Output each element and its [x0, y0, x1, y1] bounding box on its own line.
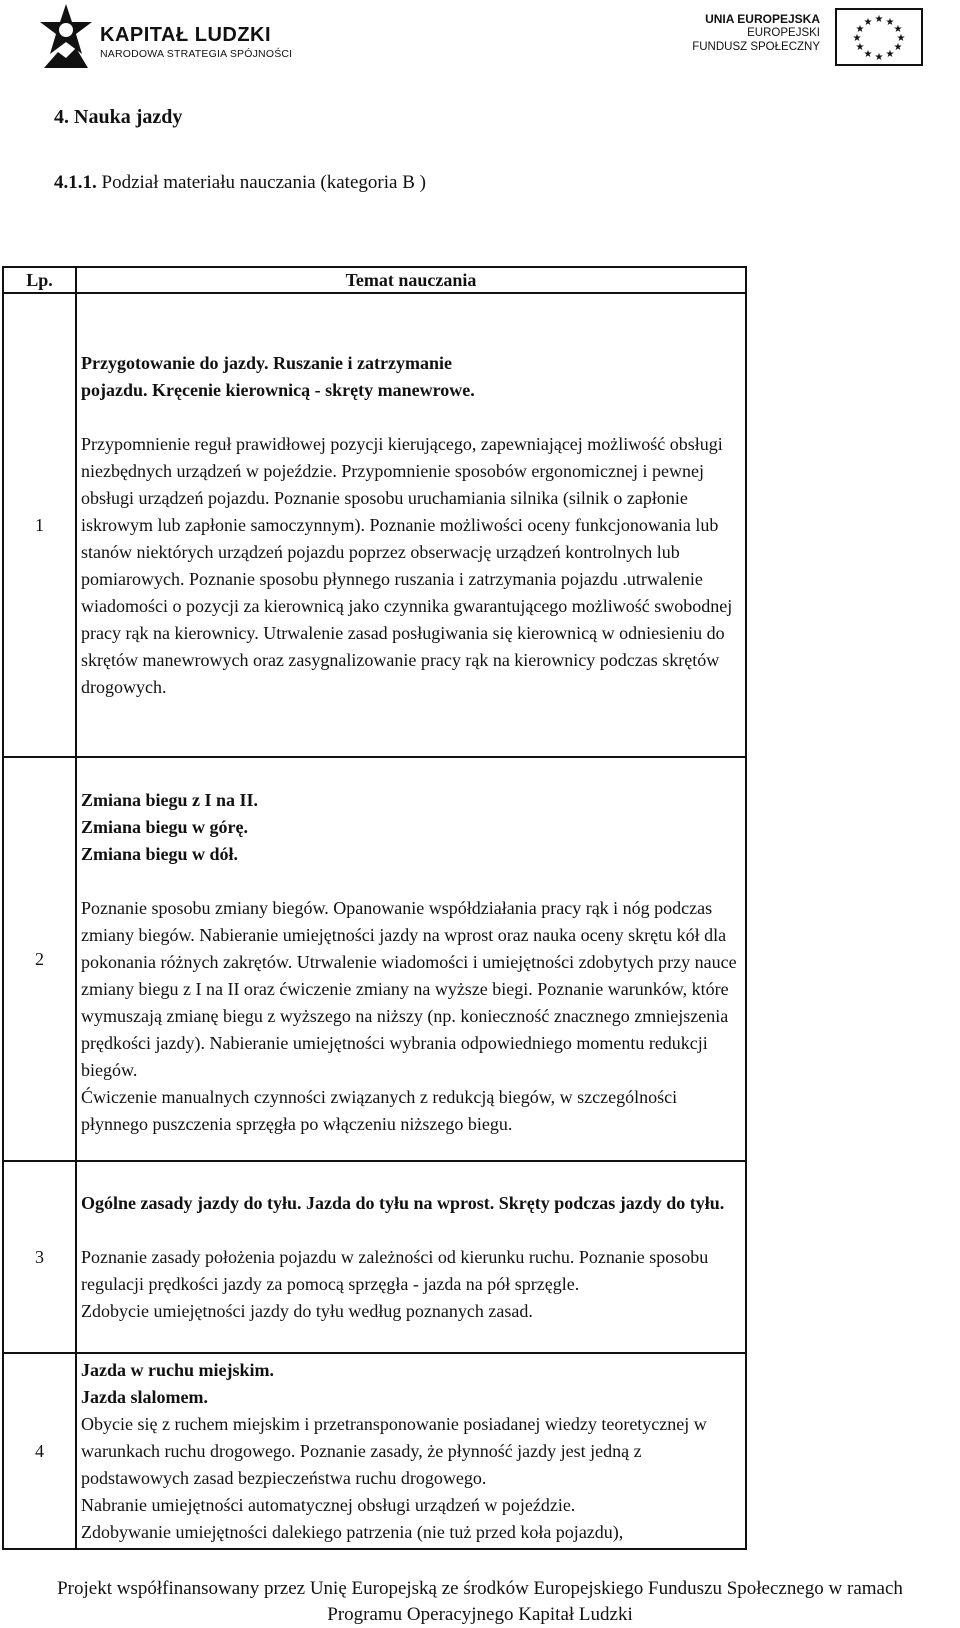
row-topic-line: Zmiana biegu w górę. [81, 816, 249, 837]
row-topic-line: Zmiana biegu w dół. [81, 843, 239, 864]
row-content [76, 1161, 746, 1353]
table-row [3, 293, 746, 757]
svg-text:★: ★ [855, 24, 865, 35]
subsection-text: Podział materiału nauczania (kategoria B ) [101, 172, 426, 193]
row-number: 4 [3, 1353, 76, 1549]
kapital-ludzki-title: KAPITAŁ LUDZKI [100, 24, 272, 46]
row-content [76, 293, 746, 757]
footer-line1: Projekt współfinansowany przez Unię Europejską ze środków Europejskiego Funduszu Społecznego w ramach [57, 1578, 903, 1599]
table-row [3, 1353, 746, 1549]
eu-logo-line3: FUNDUSZ SPOŁECZNY [692, 41, 820, 53]
subsection-number: 4.1.1. [54, 172, 97, 193]
row-number: 3 [3, 1161, 76, 1353]
svg-text:★: ★ [863, 49, 873, 60]
footer-line2: Programu Operacyjnego Kapitał Ludzki [327, 1604, 633, 1625]
svg-text:★: ★ [855, 42, 865, 53]
header-lp: Lp. [3, 267, 76, 293]
kapital-ludzki-logo [36, 2, 296, 72]
subsection-title [54, 172, 426, 194]
row-topic: Przygotowanie do jazdy. Ruszanie i zatrzymanie pojazdu. Kręcenie kierownicą - skręty manewrowe. [81, 352, 475, 400]
table-row [3, 757, 746, 1161]
svg-text:★: ★ [885, 17, 895, 28]
row-topic-line: Jazda slalomem. [81, 1386, 208, 1407]
svg-text:★: ★ [863, 17, 873, 28]
svg-text:★: ★ [874, 14, 884, 25]
row-number: 1 [3, 293, 76, 757]
lessons-table [2, 266, 747, 1550]
svg-text:★: ★ [874, 52, 884, 63]
svg-text:★: ★ [852, 33, 862, 44]
page-footer [0, 1576, 960, 1628]
kapital-ludzki-emblem-icon [36, 2, 96, 72]
svg-text:★: ★ [885, 49, 895, 60]
row-description-2: Nabranie umiejętności automatycznej obsługi urządzeń w pojeździe. [81, 1494, 576, 1515]
svg-text:★: ★ [893, 24, 903, 35]
row-description-2: Zdobycie umiejętności jazdy do tyłu według poznanych zasad. [81, 1300, 533, 1321]
header-topic: Temat nauczania [76, 267, 746, 293]
row-topic-line: Jazda w ruchu miejskim. [81, 1359, 274, 1380]
eu-flag-icon [835, 8, 923, 66]
eu-logo-line1: UNIA EUROPEJSKA [705, 12, 820, 26]
eu-logo-line2: EUROPEJSKI [747, 27, 820, 39]
row-description-2: Ćwiczenie manualnych czynności związanych z redukcją biegów, w szczególności płynnego puszczenia sprzęgła po włączeniu niższego biegu. [81, 1086, 678, 1134]
row-content [76, 1353, 746, 1549]
row-description: Poznanie zasady położenia pojazdu w zależności od kierunku ruchu. Poznanie sposobu regulacji prędkości jazdy za pomocą sprzęgła - jazda na pół sprzęgle. [81, 1246, 709, 1294]
row-description: Poznanie sposobu zmiany biegów. Opanowanie współdziałania pracy rąk i nóg podczas zmiany biegów. Nabieranie umiejętności jazdy na wprost oraz nauka oceny skrętu kół dla pokonania różnych zakrętów. Utrwalenie wiadomości i umiejętności zdobytych przy nauce zmiany biegu z I na II oraz ćwiczenie zmiany na wyższe biegi. Poznanie warunków, które wymuszają zmianę biegu z wyższego na niższy (np. konieczność znacznego zmniejszenia prędkości jazdy). Nabieranie umiejętności wybrania odpowiedniego momentu redukcji biegów. [81, 897, 737, 1080]
svg-text:★: ★ [893, 42, 903, 53]
row-topic-line: Zmiana biegu z I na II. [81, 789, 259, 810]
row-description: Przypomnienie reguł prawidłowej pozycji kierującego, zapewniającej możliwość obsługi niezbędnych urządzeń w pojeździe. Przypomnienie sposobów ergonomicznej i pewnej obsługi urządzeń pojazdu. Poznanie sposobu uruchamiania silnika (silnik o zapłonie iskrowym lub zapłonie samoczynnym). Poznanie możliwości oceny funkcjonowania lub stanów niektórych urządzeń pojazdu poprzez obserwację urządzeń kontrolnych lub pomiarowych. Poznanie sposobu płynnego ruszania i zatrzymania pojazdu .utrwalenie wiadomości o pozycji za kierownicą jako czynnika gwarantującego możliwość swobodnej pracy rąk na kierownicy. Utrwalenie zasad posługiwania się kierownicą w odniesieniu do skrętów manewrowych oraz zasygnalizowanie pracy rąk na kierownicy podczas skrętów drogowych. [81, 433, 733, 697]
table-row [3, 1161, 746, 1353]
kapital-ludzki-subtitle: NARODOWA STRATEGIA SPÓJNOŚCI [100, 48, 293, 60]
row-description-3: Zdobywanie umiejętności dalekiego patrzenia (nie tuż przed koła pojazdu), [81, 1521, 624, 1542]
section-title: 4. Nauka jazdy [54, 106, 183, 128]
svg-text:★: ★ [896, 33, 906, 44]
eu-logo-text [620, 12, 820, 54]
row-topic: Ogólne zasady jazdy do tyłu. Jazda do tyłu na wprost. Skręty podczas jazdy do tyłu. [81, 1192, 725, 1213]
row-description: Obycie się z ruchem miejskim i przetransponowanie posiadanej wiedzy teoretycznej w warunkach ruchu drogowego. Poznanie zasady, że płynność jazdy jest jedną z podstawowych zasad bezpieczeństwa ruchu drogowego. [81, 1413, 707, 1488]
row-number: 2 [3, 757, 76, 1161]
row-content [76, 757, 746, 1161]
table-header-row [3, 267, 746, 293]
